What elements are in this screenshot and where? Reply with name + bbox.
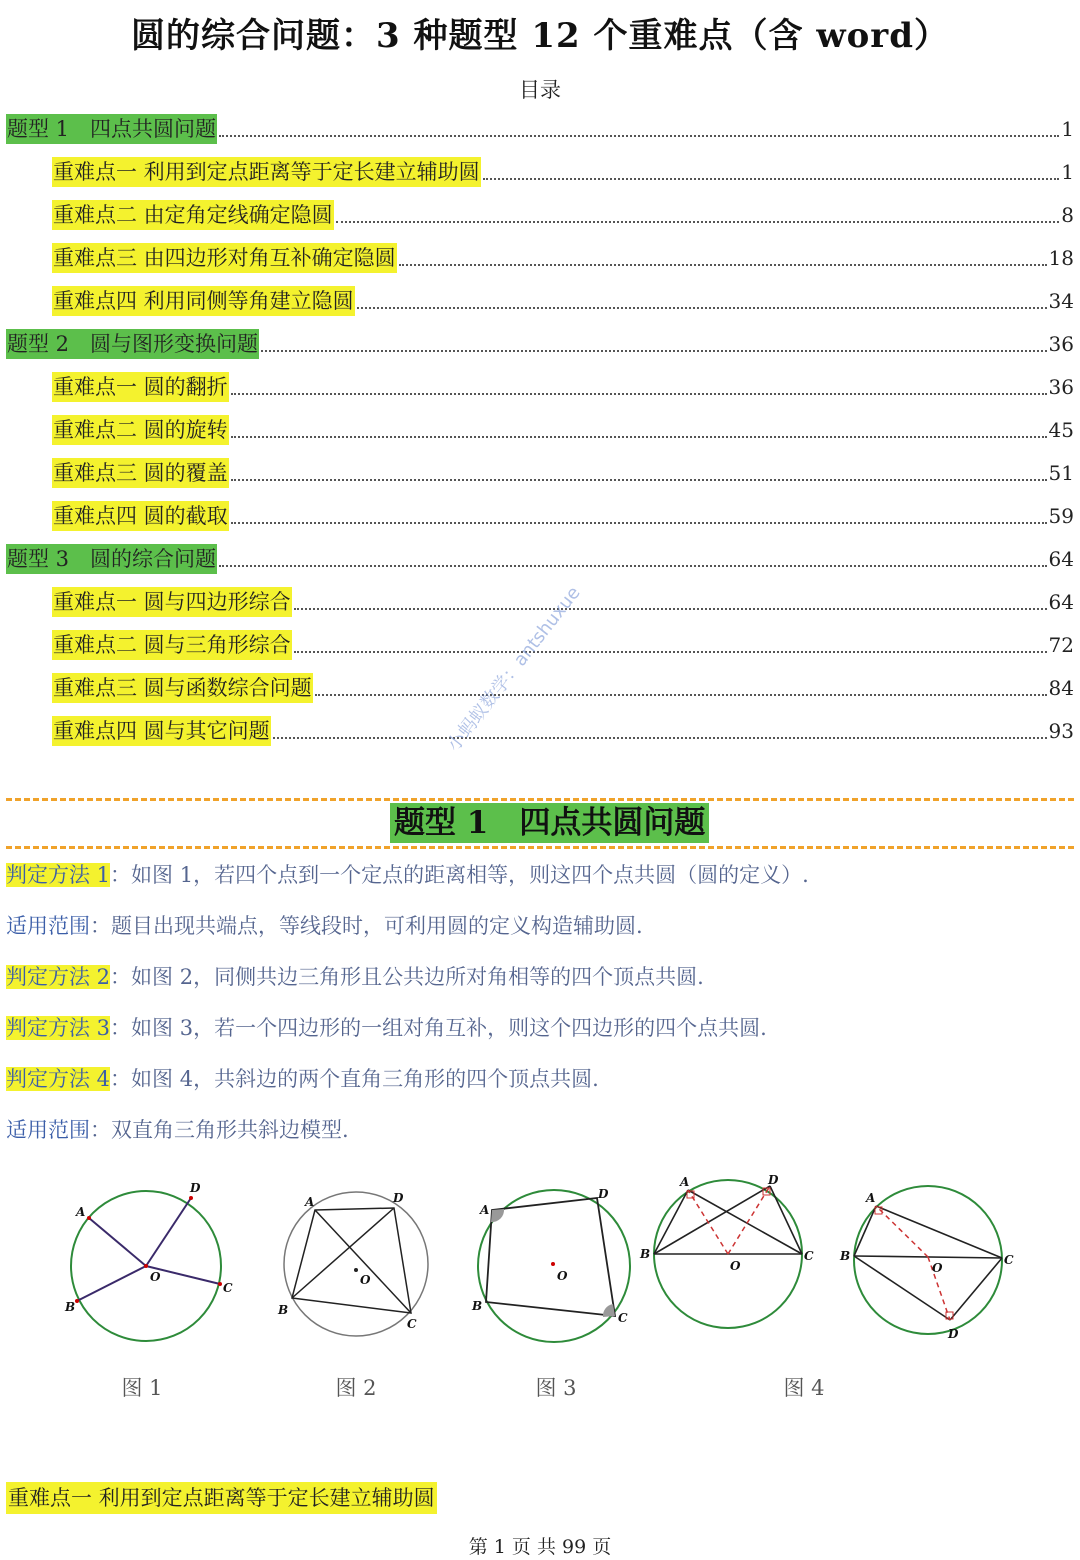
toc-entry[interactable] — [52, 155, 1074, 187]
toc-entry-page: 1 — [1061, 117, 1074, 141]
point-label-b: B — [472, 1299, 483, 1313]
point-label-c: C — [804, 1249, 814, 1263]
toc-entry-label: 重难点二 圆与三角形综合 — [52, 630, 292, 660]
point-label-a: A — [305, 1195, 315, 1209]
toc-entry[interactable] — [52, 499, 1074, 531]
method-text: ：题目出现共端点，等线段时，可利用圆的定义构造辅助圆. — [90, 914, 643, 938]
point-label-d: D — [190, 1181, 201, 1195]
point-label-b: B — [278, 1303, 289, 1317]
toc-entry-label: 重难点四 圆的截取 — [52, 501, 229, 531]
toc-entry-page: 72 — [1048, 633, 1074, 657]
point-label-c: C — [407, 1317, 417, 1331]
toc-entry-label: 重难点一 圆与四边形综合 — [52, 587, 292, 617]
method-text: ：如图 4，共斜边的两个直角三角形的四个顶点共圆. — [110, 1067, 599, 1091]
toc-leader-dots — [219, 564, 1047, 567]
method-lead: 判定方法 3 — [6, 1016, 111, 1040]
toc-entry-page: 36 — [1048, 375, 1074, 399]
figure-4-right — [836, 1176, 1016, 1356]
point-label-a: A — [480, 1203, 490, 1217]
toc-entry[interactable] — [6, 327, 1074, 359]
toc-entry-label: 重难点三 由四边形对角互补确定隐圆 — [52, 243, 397, 273]
point-label-c: C — [618, 1311, 628, 1325]
toc-entry-page: 1 — [1061, 160, 1074, 184]
toc-entry[interactable] — [52, 456, 1074, 488]
watermark: 小蚂蚁数学：antshuxue — [443, 582, 585, 756]
toc-leader-dots — [336, 220, 1060, 223]
section-title: 题型 1 四点共圆问题 — [390, 803, 709, 843]
toc-leader-dots — [357, 306, 1047, 309]
method-text: ：如图 3，若一个四边形的一组对角互补，则这个四边形的四个点共圆. — [110, 1016, 767, 1040]
toc-entry-page: 8 — [1061, 203, 1074, 227]
toc-entry-page: 59 — [1048, 504, 1074, 528]
toc-entry-label: 重难点二 圆的旋转 — [52, 415, 229, 445]
toc-entry-label: 重难点三 圆与函数综合问题 — [52, 673, 313, 703]
point-label-d: D — [948, 1327, 959, 1341]
section-divider-bottom — [6, 846, 1074, 849]
point-label-d: D — [598, 1187, 609, 1201]
toc-entry-label: 重难点一 利用到定点距离等于定长建立辅助圆 — [52, 157, 481, 187]
toc-entry-label: 重难点四 圆与其它问题 — [52, 716, 271, 746]
point-label-a: A — [866, 1191, 876, 1205]
method-line — [6, 1011, 767, 1045]
method-text: ：如图 2，同侧共边三角形且公共边所对角相等的四个顶点共圆. — [110, 965, 704, 989]
toc-leader-dots — [219, 134, 1059, 137]
toc-entry[interactable] — [52, 284, 1074, 316]
toc-entry-page: 18 — [1048, 246, 1074, 270]
method-lead: 适用范围 — [6, 1118, 90, 1142]
point-label-a: A — [680, 1175, 690, 1189]
toc-entry-page: 64 — [1048, 590, 1074, 614]
toc-leader-dots — [399, 263, 1047, 266]
point-label-d: D — [768, 1173, 779, 1187]
method-lead: 判定方法 1 — [6, 863, 111, 887]
toc-entry-page: 45 — [1048, 418, 1074, 442]
figure-2 — [272, 1178, 442, 1348]
toc-entry[interactable] — [52, 198, 1074, 230]
point-label-b: B — [840, 1249, 851, 1263]
toc-entry-label: 题型 3 圆的综合问题 — [6, 544, 217, 574]
point-label-c: C — [223, 1281, 233, 1295]
method-line — [6, 1113, 349, 1147]
point-label-o: O — [150, 1270, 161, 1284]
figure-1 — [58, 1178, 238, 1358]
method-line — [6, 1062, 599, 1096]
toc-entry[interactable] — [52, 671, 1074, 703]
toc-entry-page: 51 — [1048, 461, 1074, 485]
figure-4-caption: 图 4 — [783, 1376, 825, 1400]
toc-entry-page: 64 — [1048, 547, 1074, 571]
method-line — [6, 909, 643, 943]
toc-leader-dots — [294, 607, 1047, 610]
method-lead: 判定方法 4 — [6, 1067, 111, 1091]
method-line — [6, 858, 809, 892]
toc-entry-label: 题型 1 四点共圆问题 — [6, 114, 217, 144]
toc-leader-dots — [273, 736, 1047, 739]
toc-entry-page: 84 — [1048, 676, 1074, 700]
toc-entry[interactable] — [6, 112, 1074, 144]
point-label-b: B — [65, 1300, 76, 1314]
figure-4-left — [636, 1170, 816, 1350]
toc-leader-dots — [231, 392, 1047, 395]
toc-leader-dots — [315, 693, 1047, 696]
point-label-o: O — [730, 1259, 741, 1273]
toc-leader-dots — [294, 650, 1047, 653]
toc-entry[interactable] — [52, 413, 1074, 445]
point-label-o: O — [360, 1273, 371, 1287]
point-label-d: D — [393, 1191, 404, 1205]
method-lead: 判定方法 2 — [6, 965, 111, 989]
section-divider-top — [6, 798, 1074, 801]
toc-entry[interactable] — [6, 542, 1074, 574]
method-text: ：双直角三角形共斜边模型. — [90, 1118, 349, 1142]
figure-3-caption: 图 3 — [535, 1376, 577, 1400]
toc-leader-dots — [231, 521, 1047, 524]
toc-entry-label: 重难点四 利用同侧等角建立隐圆 — [52, 286, 355, 316]
toc-entry[interactable] — [52, 714, 1074, 746]
toc-entry-page: 36 — [1048, 332, 1074, 356]
point-label-a: A — [76, 1205, 86, 1219]
method-text: ：如图 1，若四个点到一个定点的距离相等，则这四个点共圆（圆的定义）. — [110, 863, 809, 887]
page-footer: 第 1 页 共 99 页 — [468, 1536, 612, 1558]
method-line — [6, 960, 704, 994]
method-lead: 适用范围 — [6, 914, 90, 938]
toc-heading: 目录 — [519, 78, 561, 102]
figure-1-caption: 图 1 — [121, 1376, 163, 1400]
toc-entry-page: 93 — [1048, 719, 1074, 743]
toc-entry-label: 重难点三 圆的覆盖 — [52, 458, 229, 488]
toc-leader-dots — [261, 349, 1047, 352]
toc-entry[interactable] — [52, 241, 1074, 273]
toc-entry[interactable] — [52, 628, 1074, 660]
toc-entry-label: 重难点一 圆的翻折 — [52, 372, 229, 402]
point-label-c: C — [1004, 1253, 1014, 1267]
toc-entry[interactable] — [52, 370, 1074, 402]
subsection-heading: 重难点一 利用到定点距离等于定长建立辅助圆 — [6, 1482, 437, 1514]
point-label-b: B — [640, 1247, 651, 1261]
toc-leader-dots — [231, 478, 1047, 481]
point-label-o: O — [557, 1269, 568, 1283]
toc-entry-page: 34 — [1048, 289, 1074, 313]
toc-leader-dots — [483, 177, 1060, 180]
point-label-o: O — [932, 1261, 943, 1275]
toc-leader-dots — [231, 435, 1047, 438]
figure-3 — [468, 1178, 638, 1348]
toc-entry-label: 题型 2 圆与图形变换问题 — [6, 329, 259, 359]
toc-entry-label: 重难点二 由定角定线确定隐圆 — [52, 200, 334, 230]
figure-2-caption: 图 2 — [335, 1376, 377, 1400]
document-title: 圆的综合问题：3 种题型 12 个重难点（含 word） — [131, 16, 949, 56]
